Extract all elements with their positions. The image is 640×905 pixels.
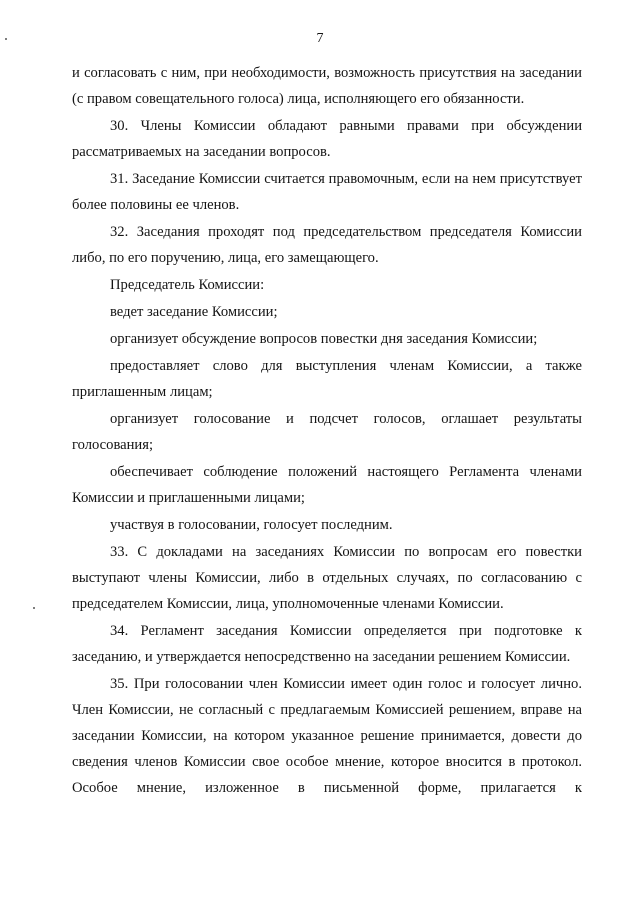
scan-speck [33, 607, 35, 609]
paragraph-34: 34. Регламент заседания Комиссии определяется при подготовке к заседанию, и утверждается непосредственно на заседании решением Комиссии. [72, 623, 582, 665]
paragraph-32: 32. Заседания проходят под председательством председателя Комиссии либо, по его поручению, лица, его замещающего. [72, 224, 582, 266]
scan-speck [5, 38, 7, 40]
paragraph-chairman-duty-1: ведет заседание Комиссии; [110, 304, 278, 320]
paragraph-chairman-intro: Председатель Комиссии: [110, 277, 265, 293]
paragraph-31: 31. Заседание Комиссии считается правомочным, если на нем присутствует более половины ее членов. [72, 171, 582, 213]
paragraph-30: 30. Члены Комиссии обладают равными правами при обсуждении рассматриваемых на заседании вопросов. [72, 118, 582, 160]
page-number: 7 [316, 31, 324, 46]
paragraph-continuation: и согласовать с ним, при необходимости, возможность присутствия на заседании (с правом совещательного голоса) лица, исполняющего его обязанности. [72, 65, 582, 107]
paragraph-chairman-duty-4: организует голосование и подсчет голосов, оглашает результаты голосования; [72, 411, 582, 453]
paragraph-chairman-duty-6: участвуя в голосовании, голосует последним. [110, 517, 393, 533]
paragraph-35: 35. При голосовании член Комиссии имеет один голос и голосует лично. Член Комиссии, не согласный с предлагаемым Комиссией решением, вправе на заседании Комиссии, на котором указанное решение принимается, довести до сведения членов Комиссии свое особое мнение, которое вносится в протокол. Особое мнение, изложенное в письменной форме, прилагается к [72, 676, 582, 796]
paragraph-33: 33. С докладами на заседаниях Комиссии по вопросам его повестки выступают члены Комиссии, либо в отдельных случаях, по согласованию с председателем Комиссии, лица, уполномоченные членами Комиссии. [72, 544, 582, 612]
paragraph-chairman-duty-3: предоставляет слово для выступления членам Комиссии, а также приглашенным лицам; [72, 358, 582, 400]
paragraph-chairman-duty-5: обеспечивает соблюдение положений настоящего Регламента членами Комиссии и приглашенными лицами; [72, 464, 582, 506]
paragraph-chairman-duty-2: организует обсуждение вопросов повестки дня заседания Комиссии; [110, 331, 538, 347]
document-body [72, 60, 582, 802]
